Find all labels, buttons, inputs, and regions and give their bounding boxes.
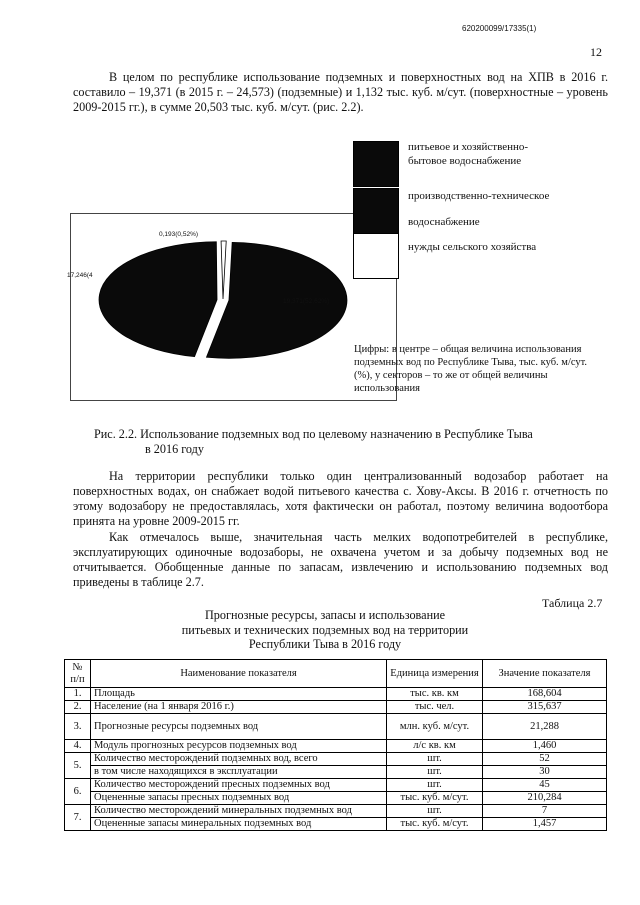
page-number: 12	[590, 45, 602, 59]
cell-unit: шт.	[387, 779, 483, 792]
table-row	[65, 779, 607, 792]
cell-num: 7.	[65, 805, 91, 831]
cell-value: 1,457	[483, 818, 607, 831]
legend-line: питьевое и хозяйственно-	[408, 141, 529, 153]
table-row	[65, 766, 607, 779]
cell-name: Количество месторождений минеральных подземных вод	[91, 805, 387, 818]
cell-name: в том числе находящихся в эксплуатации	[91, 766, 387, 779]
table-title-line: Прогнозные ресурсы, запасы и использование	[204, 608, 446, 622]
cell-num: 1.	[65, 688, 91, 701]
legend-line: водоснабжение	[408, 216, 480, 228]
pie-chart	[71, 214, 396, 400]
legend-item-agriculture: нужды сельского хозяйства	[408, 241, 537, 253]
cell-value: 30	[483, 766, 607, 779]
cell-unit: тыс. куб. м/сут.	[387, 792, 483, 805]
cell-unit: л/с кв. км	[387, 740, 483, 753]
header-name: Наименование показателя	[91, 660, 387, 688]
caption-line: Рис. 2.2. Использование подземных вод по целевому назначению в Республике Тыва	[94, 427, 533, 441]
paragraph-3: Как отмечалось выше, значительная часть мелких водопотребителей в республике, эксплуатирующих одиночные водозаборы, не охвачена учетом и за добычу подземных вод не отчитывается. Обобщенные данные по запасам, извлечению и использованию подземных вод приведены в таблице 2.7.	[73, 530, 608, 589]
legend-line: производственно-техническое	[408, 190, 550, 202]
legend-item-drinking	[408, 140, 528, 168]
cell-num: 5.	[65, 753, 91, 779]
cell-num: 6.	[65, 779, 91, 805]
table-row	[65, 805, 607, 818]
table-row	[65, 688, 607, 701]
cell-unit: тыс. куб. м/сут.	[387, 818, 483, 831]
cell-name: Оцененные запасы минеральных подземных вод	[91, 818, 387, 831]
cell-name: Площадь	[91, 688, 387, 701]
cell-unit: тыс. кв. км	[387, 688, 483, 701]
caption-line: в 2016 году	[145, 442, 204, 456]
cell-unit: шт.	[387, 753, 483, 766]
table-label: Таблица 2.7	[542, 596, 603, 610]
cell-value: 210,284	[483, 792, 607, 805]
data-table	[64, 659, 607, 831]
slice-label-drinking: 19,371(52,62%)	[283, 298, 330, 305]
cell-value: 1,460	[483, 740, 607, 753]
table-row	[65, 818, 607, 831]
header-unit: Единица измерения	[387, 660, 483, 688]
cell-num: 3.	[65, 714, 91, 740]
chart-note: Цифры: в центре – общая величина использования подземных вод по Республике Тыва, тыс. куб. м/сут. (%), у секторов – то же от общей величины использования	[354, 344, 588, 394]
table-title-line: Республики Тыва в 2016 году	[248, 637, 402, 651]
table-row	[65, 701, 607, 714]
legend-line: бытовое водоснабжение	[408, 155, 522, 167]
cell-unit: шт.	[387, 766, 483, 779]
figure-caption	[94, 427, 614, 457]
cell-name: Оцененные запасы пресных подземных вод	[91, 792, 387, 805]
pie-slice-1	[99, 242, 217, 357]
cell-unit: тыс. чел.	[387, 701, 483, 714]
slice-label-industrial: 17,246(4	[67, 272, 93, 279]
header-num: № п/п	[65, 660, 91, 688]
cell-name: Население (на 1 января 2016 г.)	[91, 701, 387, 714]
cell-unit: шт.	[387, 805, 483, 818]
table-row	[65, 740, 607, 753]
document-number: 620200099/17335(1)	[462, 24, 537, 33]
pie-chart-frame	[67, 213, 397, 401]
table-row	[65, 753, 607, 766]
cell-value: 21,288	[483, 714, 607, 740]
cell-name: Прогнозные ресурсы подземных вод	[91, 714, 387, 740]
legend-swatch-drinking	[353, 141, 399, 187]
legend-swatch-agriculture	[353, 233, 399, 279]
cell-value: 52	[483, 753, 607, 766]
pie-slice-2	[221, 241, 226, 299]
intro-paragraph: В целом по республике использование подземных и поверхностных вод на ХПВ в 2016 г. составило – 19,371 (в 2015 г. – 24,573) (подземные) и 1,132 тыс. куб. м/сут. (поверхностные – уровень 2009-2015 гг.), в сумме 20,503 тыс. куб. м/сут. (рис. 2.2).	[73, 70, 608, 114]
table-title-line: питьевых и технических подземных вод на территории	[181, 622, 469, 637]
cell-num: 2.	[65, 701, 91, 714]
table-row	[65, 792, 607, 805]
table-row	[65, 714, 607, 740]
cell-value: 45	[483, 779, 607, 792]
legend-item-industrial	[408, 183, 549, 235]
header-value: Значение показателя	[483, 660, 607, 688]
cell-name: Количество месторождений пресных подземных вод	[91, 779, 387, 792]
legend-swatch-industrial	[353, 188, 399, 234]
table-title	[140, 608, 510, 652]
cell-value: 168,604	[483, 688, 607, 701]
cell-value: 7	[483, 805, 607, 818]
paragraph-2: На территории республики только один централизованный водозабор работает на поверхностных водах, он снабжает водой питьевого качества с. Хову-Аксы. В 2016 г. отчетность по этому водозабору не предоставлялась, хотя фактически он работал, поэтому величина водоотбора принята на уровне 2009-2015 гг.	[73, 469, 608, 528]
cell-num: 4.	[65, 740, 91, 753]
cell-value: 315,637	[483, 701, 607, 714]
cell-unit: млн. куб. м/сут.	[387, 714, 483, 740]
cell-name: Модуль прогнозных ресурсов подземных вод	[91, 740, 387, 753]
slice-label-agriculture: 0,193(0,52%)	[159, 231, 199, 238]
cell-name: Количество месторождений подземных вод, всего	[91, 753, 387, 766]
